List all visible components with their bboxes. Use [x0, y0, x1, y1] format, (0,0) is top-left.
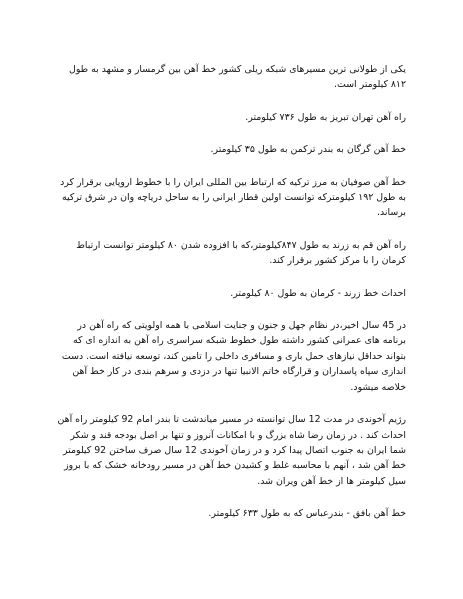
paragraph-sufian-turkey-border: خط آهن صوفیان به مرز ترکیه که ارتباط بین المللی ایران را با خطوط اروپایی برقرار کرد به طول ۱۹۲ کیلومترکه توانست اولین قطار ایرانی را به ساحل دریاچه وان در شرق ترکیه برساند.: [60, 176, 406, 219]
paragraph-islamic-regime-railway: در 45 سال اخیر،در نظام جهل و جنون و جنایت اسلامی با همه اولویتی که راه آهن در برنامه های عمرانی کشور داشته طول خطوط شبکه سراسری راه آهن به اندازه ای که بتواند حداقل نیازهای حمل باری و مسافری داخلی را تامین کند، توسعه نیافته است. دست اندازی سپاه پاسداران و قرارگاه خاتم الانبیا تنها در دزدی و سرهم بندی در کار خط آهن خلاصه میشود.: [61, 320, 406, 393]
paragraph-zarand-kerman: احداث خط زرند - کرمان به طول ۸۰ کیلومتر.: [230, 287, 406, 299]
document-body: [56, 62, 406, 539]
paragraph-qom-zarand: راه آهن قم به زرند به طول ۸۴۷کیلومتر،که با افزوده شدن ۸۰ کیلومتر توانست ارتباط کرمان را با مرکز کشور برقرار کند.: [76, 239, 406, 267]
paragraph-miandasht-bandar-imam: رژیم آخوندی در مدت 12 سال توانسته در مسیر میاندشت تا بندر امام 92 کیلومتر راه آهن احداث کند . در زمان رضا شاه بزرگ و با امکانات آنروز و تنها بر اصل بودجه قند و شکر شما ایران به جنوب اتصال پیدا کرد و در زمان آخوندی 12 سال صرف ساختن 92 کیلومتر خط آهن شد ، آنهم با محاسبه غلط و کشیدن خط آهن در مسیر رودخانه خشک که با بروز سیل کیلومتر ها از خط آهن ویران شد.: [57, 414, 406, 487]
paragraph-gorgan-bandar-torkaman: خط آهن گرگان به بندر ترکمن به طول ۳۵ کیلومتر.: [210, 144, 406, 156]
paragraph-garmsar-mashhad: یکی از طولانی ترین مسیرهای شبکه ریلی کشور خط آهن بین گرمسار و مشهد به طول ۸۱۲ کیلومتر است.: [69, 64, 406, 91]
paragraph-bafq-bandar-abbas: خط آهن بافق - بندرعباس که به طول ۶۳۳ کیلومتر.: [208, 508, 406, 520]
paragraph-tehran-tabriz: راه آهن تهران تبریز به طول ۷۳۶ کیلومتر.: [245, 111, 406, 123]
